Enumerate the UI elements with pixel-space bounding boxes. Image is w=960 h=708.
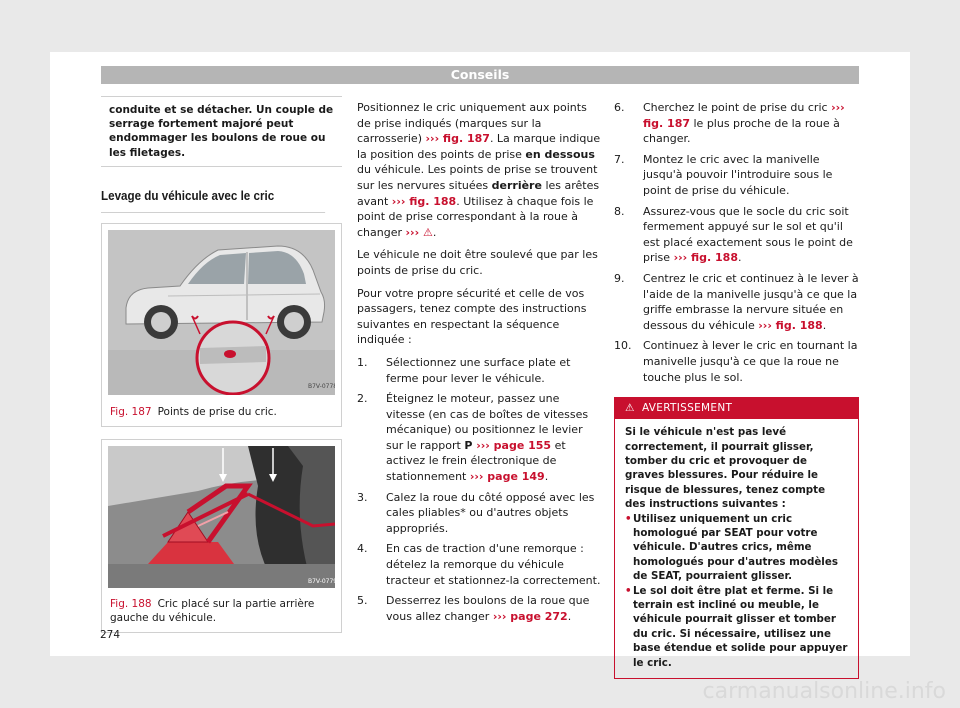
link-page272[interactable]: ››› page 272 xyxy=(492,609,568,623)
figure-188-caption xyxy=(102,592,341,632)
warning-title: AVERTISSEMENT xyxy=(642,402,733,415)
page-number: 274 xyxy=(100,629,121,641)
list-item: 6. Cherchez le point de prise du cric ››› fig. 187 le plus proche de la roue à changer. xyxy=(614,101,845,146)
figure-188 xyxy=(101,439,342,633)
section-title: Levage du véhicule avec le cric xyxy=(101,189,325,214)
paragraph-lift-note: Le véhicule ne doit être soulevé que par les points de prise du cric. xyxy=(357,248,598,277)
figure-188-image xyxy=(108,446,335,593)
list-item: 5. Desserrez les boulons de la roue que vous allez changer ››› page 272. xyxy=(357,594,590,623)
link-fig187[interactable]: ››› fig. 187 xyxy=(643,101,845,130)
figure-number: Fig. 187 xyxy=(110,406,152,418)
caption-text: Cric placé sur la partie arrière gauche du véhicule. xyxy=(110,598,315,625)
column-middle xyxy=(357,100,601,629)
list-item: 7. Montez le cric avec la manivelle jusqu'à pouvoir l'introduire sous le point de prise du véhicule. xyxy=(614,152,833,197)
figure-187-image xyxy=(108,230,335,400)
list-item: 3. Calez la roue du côté opposé avec les cales pliables* ou d'autres objets appropriés. xyxy=(357,490,595,535)
paragraph-jack-points: Positionnez le cric uniquement aux points de prise indiqués (marques sur la carrosserie) ››› fig. 187. La marque indique la position des points de prise en dessous du véhicule. Les points de prise se trouvent sur les nervures situées derrière les arêtes avant ››› fig. 188. Utilisez à chaque fois le point de prise correspondant à la roue à changer ››› ⚠. xyxy=(357,101,601,239)
note-box: conduite et se détacher. Un couple de serrage fortement majoré peut endommager les boulons de roue ou les filetages. xyxy=(101,96,342,167)
figure-187-caption xyxy=(102,400,341,426)
link-fig188[interactable]: ››› fig. 188 xyxy=(673,251,738,265)
paragraph-safety: Pour votre propre sécurité et celle de vos passagers, tenez compte des instructions suivantes en respectant la séquence indiquée : xyxy=(357,286,587,347)
steps-list-2 xyxy=(614,100,859,385)
figure-number: Fig. 188 xyxy=(110,598,152,611)
list-item: 9. Centrez le cric et continuez à le lever à l'aide de la manivelle jusqu'à ce que la griffe embrasse la nervure située en dessous du véhicule ››› fig. 188. xyxy=(614,271,859,332)
link-page149[interactable]: ››› page 149 xyxy=(469,470,545,484)
figure-187 xyxy=(101,223,342,426)
warning-bullet: • Le sol doit être plat et ferme. Si le terrain est incliné ou meuble, le véhicule pourrait glisser et tomber du cric. Si nécessaire, utilisez une base étendue et solide pour appuyer le cric. xyxy=(625,584,848,670)
link-fig188[interactable]: ››› fig. 188 xyxy=(758,318,823,332)
column-right xyxy=(614,100,859,679)
watermark: carmanualsonline.info xyxy=(702,679,946,704)
warning-box xyxy=(614,397,859,679)
figure-code: B7V-0779 xyxy=(308,577,335,585)
list-item: 4. En cas de traction d'une remorque : dételez la remorque du véhicule tracteur et stationnez-la correctement. xyxy=(357,542,601,587)
caption-text: Points de prise du cric. xyxy=(157,406,277,418)
link-fig187[interactable]: ››› fig. 187 xyxy=(425,132,490,146)
warning-triangle-icon: ⚠ xyxy=(625,402,635,415)
link-page155[interactable]: ››› page 155 xyxy=(472,438,552,452)
list-item: 10. Continuez à lever le cric en tournant la manivelle jusqu'à ce que la roue ne touche plus le sol. xyxy=(614,339,858,384)
steps-list-1 xyxy=(357,355,601,625)
warning-body xyxy=(615,419,858,678)
warning-bullet: • Utilisez uniquement un cric homologué par SEAT pour votre véhicule. D'autres crics, même homologués pour d'autres modèles de SEAT, pourraient glisser. xyxy=(625,512,848,584)
car-side-illustration xyxy=(108,230,335,395)
link-fig188[interactable]: ››› fig. 188 xyxy=(391,194,457,208)
list-item: 2. Éteignez le moteur, passez une vitesse (en cas de boîtes de vitesses mécanique) ou positionnez le levier sur le rapport P ››› page 155 et activez le frein électronique de stationnement ››› page 149. xyxy=(357,392,589,484)
column-left xyxy=(101,96,342,633)
list-item: 1. Sélectionnez une surface plate et ferme pour lever le véhicule. xyxy=(357,355,571,385)
section-header: Conseils xyxy=(101,66,859,84)
link-warning[interactable]: ››› ⚠ xyxy=(405,225,433,239)
figure-code: B7V-0778 xyxy=(308,383,335,391)
list-item: 8. Assurez-vous que le socle du cric soit fermement appuyé sur le sol et qu'il est placé exactement sous le point de prise ››› fig. 188. xyxy=(614,204,853,265)
jack-illustration xyxy=(108,446,335,588)
warning-header xyxy=(615,398,858,419)
warning-intro: Si le véhicule n'est pas levé correctement, il pourrait glisser, tomber du cric et provoquer de graves blessures. Pour réduire le risque de blessures, tenez compte des instructions suivantes : xyxy=(625,426,826,511)
